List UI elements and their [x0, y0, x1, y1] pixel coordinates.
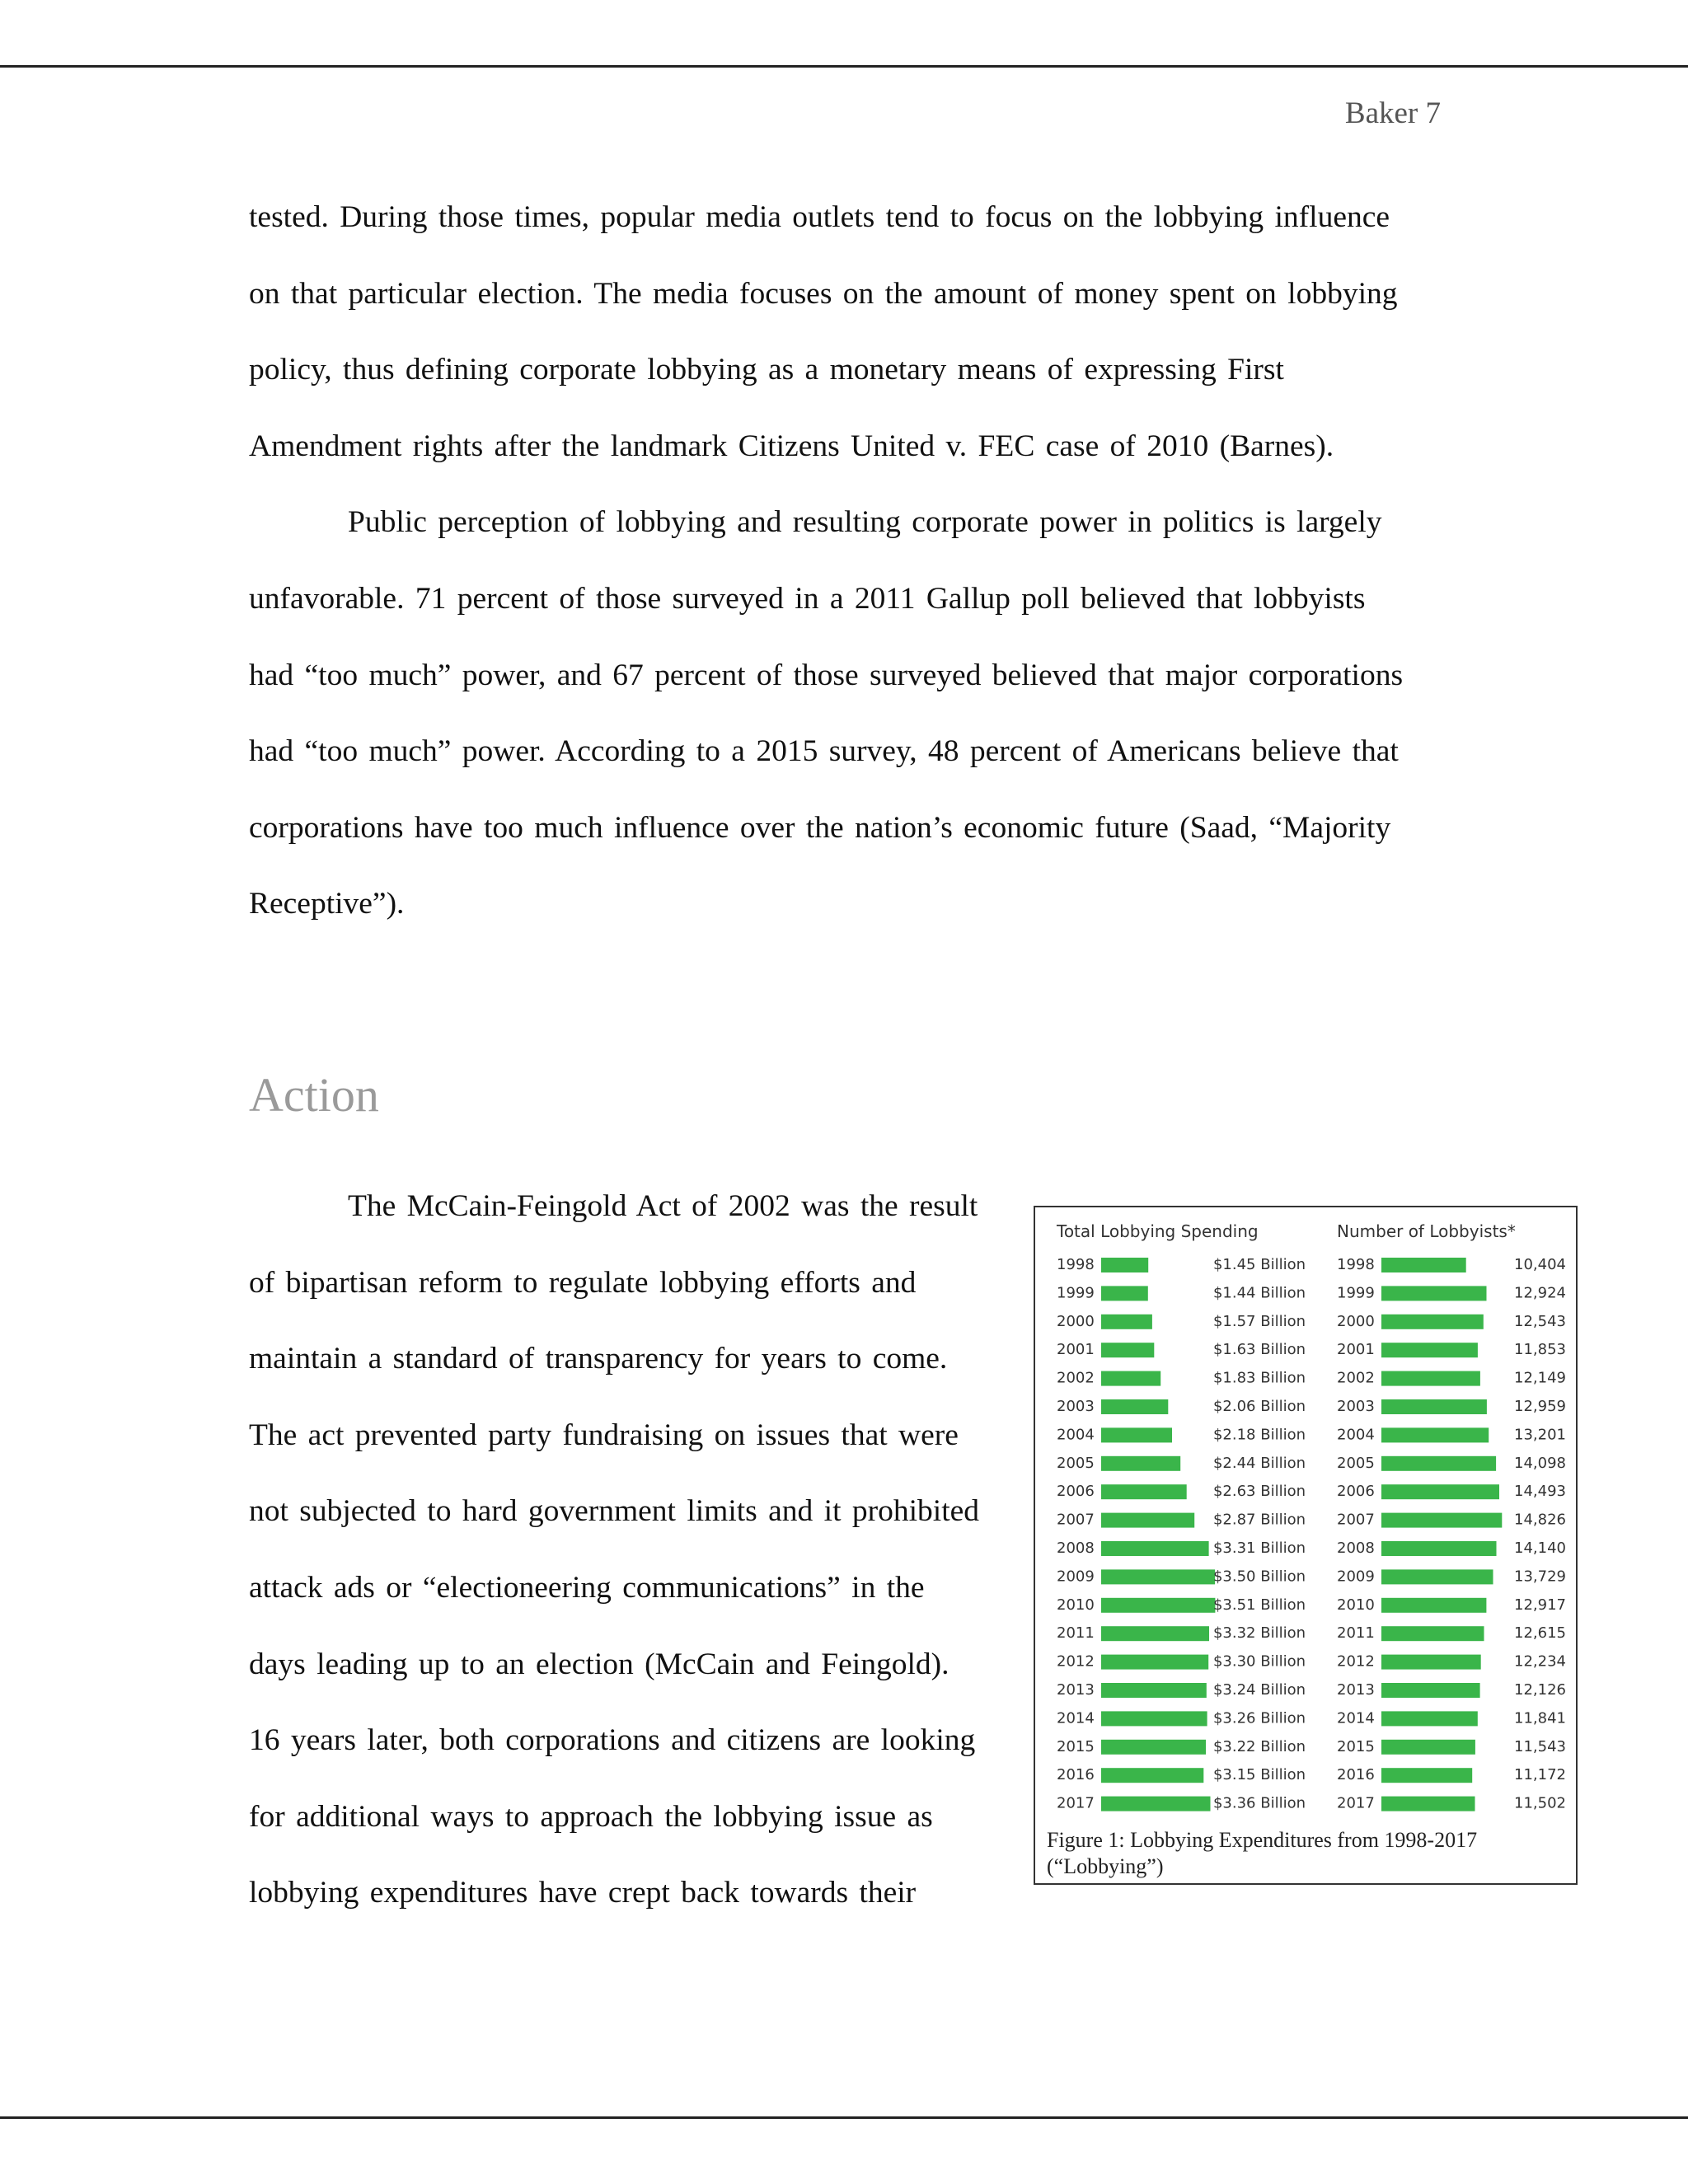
text-line: not subjected to hard government limits and it prohibited — [249, 1494, 980, 1529]
text-line: days leading up to an election (McCain and Feingold). — [249, 1647, 950, 1681]
value-label: $1.63 Billion — [1212, 1341, 1306, 1359]
bar — [1101, 1569, 1215, 1584]
year-label: 2013 — [1057, 1681, 1095, 1699]
chart-title: Total Lobbying Spending — [1057, 1221, 1259, 1241]
year-label: 2007 — [1057, 1511, 1095, 1529]
value-label: 13,201 — [1514, 1426, 1566, 1444]
year-label: 2003 — [1337, 1398, 1375, 1415]
bar — [1101, 1371, 1160, 1386]
year-label: 2008 — [1337, 1540, 1375, 1557]
year-label: 2004 — [1057, 1426, 1095, 1444]
value-label: 12,924 — [1514, 1284, 1566, 1302]
value-label: $2.18 Billion — [1212, 1426, 1306, 1444]
bar — [1101, 1740, 1206, 1755]
bar — [1101, 1626, 1209, 1641]
year-label: 2014 — [1337, 1709, 1375, 1727]
bar — [1381, 1569, 1493, 1584]
bar — [1101, 1541, 1209, 1556]
text-line: The act prevented party fundraising on issues that were — [249, 1418, 959, 1452]
value-label: $2.44 Billion — [1212, 1454, 1306, 1472]
bar — [1381, 1315, 1484, 1329]
figure-caption — [1047, 1827, 1574, 1880]
text-line: lobbying expenditures have crept back towards their — [249, 1876, 917, 1910]
text-line: on that particular election. The media focuses on the amount of money spent on lobbying — [249, 276, 1398, 311]
value-label: $1.83 Billion — [1212, 1369, 1306, 1387]
year-label: 2011 — [1057, 1624, 1095, 1643]
bar — [1381, 1427, 1489, 1442]
bar — [1381, 1286, 1487, 1301]
text-line: unfavorable. 71 percent of those surveyed in a 2011 Gallup poll believed that lobbyists — [249, 581, 1366, 616]
bar — [1101, 1399, 1168, 1414]
bar — [1101, 1683, 1207, 1698]
year-label: 2011 — [1337, 1624, 1375, 1643]
value-label: 12,126 — [1514, 1681, 1566, 1699]
value-label: 12,917 — [1514, 1596, 1566, 1614]
bar — [1381, 1711, 1478, 1726]
bar — [1381, 1371, 1480, 1386]
year-label: 2016 — [1337, 1766, 1375, 1784]
value-label: $3.24 Billion — [1212, 1681, 1306, 1699]
top-rule — [0, 65, 1688, 68]
bar — [1381, 1343, 1478, 1357]
bar — [1381, 1740, 1475, 1755]
text-line: Receptive”). — [249, 887, 405, 921]
bar — [1101, 1768, 1203, 1783]
value-label: $3.50 Billion — [1212, 1568, 1306, 1586]
year-label: 2000 — [1057, 1312, 1095, 1330]
bar — [1381, 1513, 1502, 1528]
figure-lobbying-chart — [1034, 1206, 1578, 1885]
bar — [1381, 1484, 1499, 1499]
bar — [1101, 1343, 1154, 1357]
figure-caption-line: Figure 1: Lobbying Expenditures from 1998-2017 — [1047, 1828, 1478, 1852]
bar — [1381, 1655, 1481, 1670]
text-line: tested. During those times, popular media outlets tend to focus on the lobbying influence — [249, 200, 1390, 234]
bar — [1381, 1797, 1475, 1811]
year-label: 2012 — [1337, 1652, 1375, 1671]
chart-title: Number of Lobbyists* — [1337, 1221, 1516, 1241]
value-label: $3.15 Billion — [1212, 1766, 1306, 1784]
section-heading: Action — [249, 1068, 379, 1122]
year-label: 2006 — [1337, 1483, 1375, 1501]
value-label: $3.26 Billion — [1212, 1709, 1306, 1727]
value-label: $2.63 Billion — [1212, 1483, 1306, 1501]
bar — [1381, 1626, 1484, 1641]
year-label: 2001 — [1057, 1341, 1095, 1359]
value-label: 11,502 — [1514, 1794, 1566, 1812]
value-label: $3.22 Billion — [1212, 1737, 1306, 1755]
bar — [1381, 1456, 1496, 1471]
value-label: 14,140 — [1514, 1540, 1566, 1557]
value-label: 11,543 — [1514, 1737, 1566, 1755]
lobbying-chart — [1035, 1207, 1576, 1821]
text-line: corporations have too much influence over the nation’s economic future (Saad, “Majority — [249, 810, 1391, 845]
text-line: of bipartisan reform to regulate lobbying efforts and — [249, 1265, 917, 1300]
bar — [1101, 1655, 1208, 1670]
bar — [1381, 1541, 1497, 1556]
paragraph-block-1 — [249, 180, 1436, 943]
value-label: 12,543 — [1514, 1312, 1566, 1330]
year-label: 2005 — [1337, 1454, 1375, 1472]
value-label: 12,615 — [1514, 1624, 1566, 1643]
year-label: 2002 — [1337, 1369, 1375, 1387]
value-label: 14,826 — [1514, 1511, 1566, 1529]
year-label: 2017 — [1337, 1794, 1375, 1812]
year-label: 2005 — [1057, 1454, 1095, 1472]
bar — [1101, 1456, 1180, 1471]
year-label: 2014 — [1057, 1709, 1095, 1727]
bar — [1381, 1258, 1466, 1272]
value-label: $2.87 Billion — [1212, 1511, 1306, 1529]
year-label: 2017 — [1057, 1794, 1095, 1812]
text-line: maintain a standard of transparency for years to come. — [249, 1342, 948, 1376]
value-label: 14,098 — [1514, 1454, 1566, 1472]
bar — [1101, 1797, 1211, 1811]
value-label: $1.44 Billion — [1212, 1284, 1306, 1302]
value-label: $3.30 Billion — [1212, 1652, 1306, 1671]
bar — [1101, 1258, 1148, 1272]
year-label: 2003 — [1057, 1398, 1095, 1415]
year-label: 2002 — [1057, 1369, 1095, 1387]
value-label: $2.06 Billion — [1212, 1398, 1306, 1415]
year-label: 2006 — [1057, 1483, 1095, 1501]
year-label: 2009 — [1057, 1568, 1095, 1586]
year-label: 2009 — [1337, 1568, 1375, 1586]
year-label: 2001 — [1337, 1341, 1375, 1359]
bar — [1381, 1683, 1480, 1698]
year-label: 2015 — [1337, 1737, 1375, 1755]
value-label: $3.36 Billion — [1212, 1794, 1306, 1812]
value-label: $3.32 Billion — [1212, 1624, 1306, 1643]
year-label: 2008 — [1057, 1540, 1095, 1557]
bar — [1101, 1513, 1194, 1528]
value-label: $1.45 Billion — [1212, 1256, 1306, 1273]
bar — [1101, 1711, 1207, 1726]
bar — [1381, 1768, 1472, 1783]
text-line: The McCain-Feingold Act of 2002 was the result — [348, 1189, 978, 1223]
year-label: 1998 — [1057, 1256, 1095, 1273]
bar — [1101, 1598, 1215, 1613]
bar — [1381, 1598, 1486, 1613]
bar — [1101, 1484, 1187, 1499]
year-label: 2004 — [1337, 1426, 1375, 1444]
year-label: 2013 — [1337, 1681, 1375, 1699]
paragraph-block-2 — [249, 1169, 1007, 1932]
value-label: 12,149 — [1514, 1369, 1566, 1387]
year-label: 1999 — [1337, 1284, 1375, 1302]
bar — [1101, 1427, 1172, 1442]
value-label: $3.51 Billion — [1212, 1596, 1306, 1614]
year-label: 2012 — [1057, 1652, 1095, 1671]
bar — [1381, 1399, 1487, 1414]
text-line: Amendment rights after the landmark Citizens United v. FEC case of 2010 (Barnes). — [249, 429, 1334, 463]
text-line: had “too much” power. According to a 2015 survey, 48 percent of Americans believe that — [249, 734, 1399, 769]
year-label: 2016 — [1057, 1766, 1095, 1784]
year-label: 2015 — [1057, 1737, 1095, 1755]
text-line: 16 years later, both corporations and citizens are looking — [249, 1723, 976, 1758]
text-line: for additional ways to approach the lobbying issue as — [249, 1799, 933, 1834]
value-label: $1.57 Billion — [1212, 1312, 1306, 1330]
year-label: 1998 — [1337, 1256, 1375, 1273]
text-line: attack ads or “electioneering communications” in the — [249, 1570, 925, 1605]
bar — [1101, 1315, 1152, 1329]
year-label: 2007 — [1337, 1511, 1375, 1529]
page-number: Baker 7 — [1344, 96, 1441, 130]
value-label: $3.31 Billion — [1212, 1540, 1306, 1557]
bottom-rule — [0, 2116, 1688, 2119]
value-label: 10,404 — [1514, 1256, 1566, 1273]
year-label: 1999 — [1057, 1284, 1095, 1302]
year-label: 2010 — [1337, 1596, 1375, 1614]
value-label: 11,172 — [1514, 1766, 1566, 1784]
value-label: 11,853 — [1514, 1341, 1566, 1359]
year-label: 2000 — [1337, 1312, 1375, 1330]
value-label: 11,841 — [1514, 1709, 1566, 1727]
figure-caption-line: (“Lobbying”) — [1047, 1854, 1164, 1878]
value-label: 12,234 — [1514, 1652, 1566, 1671]
text-line: policy, thus defining corporate lobbying as a monetary means of expressing First — [249, 353, 1284, 387]
text-line: had “too much” power, and 67 percent of those surveyed believed that major corporations — [249, 658, 1404, 692]
value-label: 14,493 — [1514, 1483, 1566, 1501]
value-label: 13,729 — [1514, 1568, 1566, 1586]
value-label: 12,959 — [1514, 1398, 1566, 1415]
year-label: 2010 — [1057, 1596, 1095, 1614]
text-line: Public perception of lobbying and resulting corporate power in politics is largely — [348, 505, 1382, 540]
bar — [1101, 1286, 1148, 1301]
